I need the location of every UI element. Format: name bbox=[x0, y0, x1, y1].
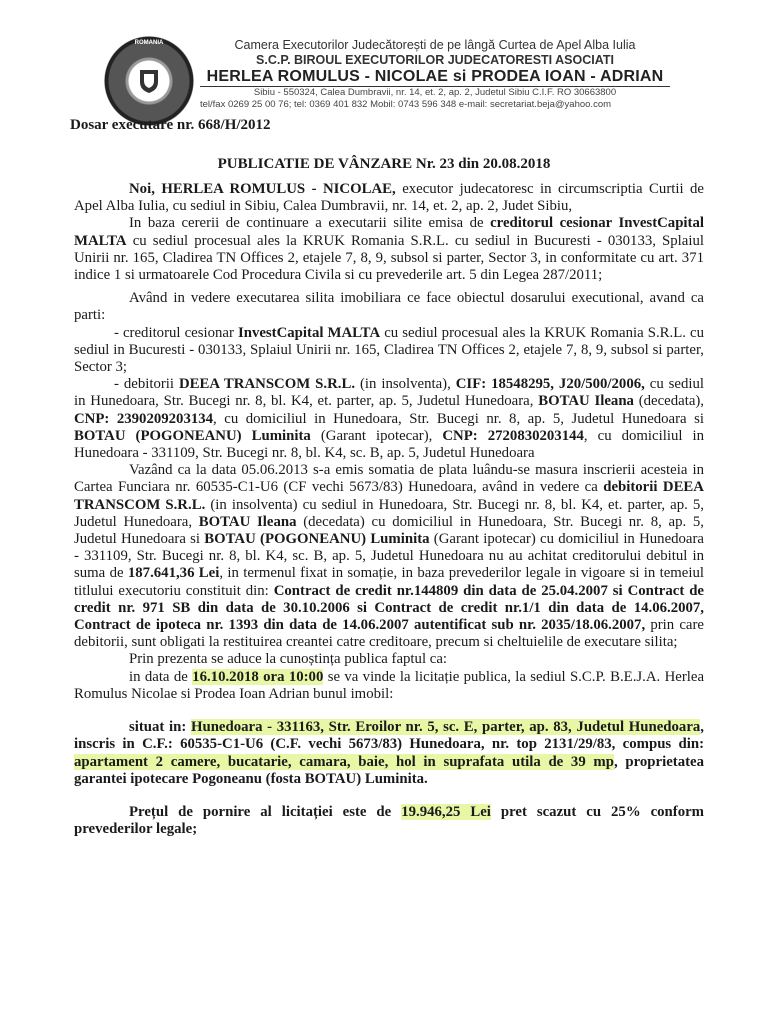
paragraph-context: Având in vedere executarea silita imobiliara ce face obiectul dosarului executional, avand ca parti: bbox=[74, 290, 704, 324]
coat-of-arms-icon bbox=[131, 63, 167, 99]
office-contacts: tel/fax 0269 25 00 76; tel: 0369 401 832 Mobil: 0743 596 348 e-mail: secretariat.beja@yahoo.com bbox=[200, 99, 612, 110]
chamber-name: Camera Executorilor Judecătorești de pe lângă Curtea de Apel Alba Iulia bbox=[234, 38, 636, 52]
official-seal bbox=[104, 36, 194, 126]
executors-names: HERLEA ROMULUS - NICOLAE si PRODEA IOAN - ADRIAN bbox=[200, 68, 670, 87]
paragraph-request: In baza cererii de continuare a executarii silite emisa de creditorul cesionar InvestCapital MALTA cu sediul procesual ales la KRUK Romania S.R.L. cu sediul in Bucuresti - 030133, Splaiul Unirii nr. 165, Cladirea TN Offices 2, etajele 7, 8, 9, subsol si parter, Sector 3, in conformitate cu art. 371 indice 1 si urmatoarele Cod Procedura Civila si cu prevederile art. 5 din Legea 287/2011; bbox=[74, 215, 704, 284]
letterhead bbox=[0, 30, 768, 110]
letterhead-text bbox=[200, 38, 670, 111]
paragraph-auction-date: in data de 16.10.2018 ora 10:00 se va vinde la licitație publica, la sediul S.C.P. B.E.J.A. Herlea Romulus Nicolae si Prodea Ioan Adrian bunul imobil: bbox=[74, 668, 705, 702]
auction-date-highlight: 16.10.2018 ora 10:00 bbox=[192, 668, 324, 685]
paragraph-starting-price: Prețul de pornire al licitației este de 19.946,25 Lei pret scazut cu 25% conform prevederilor legale; bbox=[74, 803, 705, 838]
paragraph-executor: Noi, HERLEA ROMULUS - NICOLAE, executor judecatoresc in circumscriptia Curtii de Apel Alba Iulia, cu sediul in Sibiu, Calea Dumbravii, nr. 14, et. 2, ap. 2, Judet Sibiu, bbox=[74, 181, 705, 215]
paragraph-summons: Vazând ca la data 05.06.2013 s-a emis somatia de plata luându-se masura inscrierii acesteia in Cartea Funciara nr. 60535-C1-U6 (CF vechi 5673/83) Hunedoara, având in vedere ca debitorii DEEA TRANSCOM S.R.L. (in insolventa) cu sediul in Hunedoara, Str. Bucegi nr. 8, bl. K4, et. parter, ap. 5, Judetul Hunedoara, BOTAU Ileana (decedata) cu domiciliul in Hunedoara, Str. Bucegi nr. 8, ap. 5, Judetul Hunedoara si BOTAU (POGONEANU) Luminita (Garant ipotecar) cu domiciliul in Hunedoara - 331109, Str. Bucegi nr. 8, bl. K4, sc. B, ap. 5, Judetul Hunedoara nu au achitat creditorului debitul in suma de 187.641,36 Lei, in termenul fixat in somație, in baza prevederilor legale in vigoare si in temeiul titlului executoriu constituit din: Contract de credit nr.144809 din data de 25.04.2007 si Contract de credit nr. 971 SB din data de 30.10.2006 si Contract de credit nr.1/1 din data de 14.06.2007, Contract de ipoteca nr. 1393 din data de 14.06.2007 autentificat sub nr. 2035/18.06.2007, prin care debitorii, sunt obligati la restituirea creantei catre creditoare, precum si cheltuielile de executare silita; bbox=[74, 462, 704, 651]
page-title: PUBLICATIE DE VÂNZARE Nr. 23 din 20.08.2018 bbox=[217, 156, 551, 172]
case-number: Dosar executare nr. 668/H/2012 bbox=[70, 117, 271, 133]
property-address-highlight: Hunedoara - 331163, Str. Eroilor nr. 5, sc. E, parter, ap. 83, Judetul Hunedoara bbox=[190, 719, 701, 736]
paragraph-property: situat in: Hunedoara - 331163, Str. Eroilor nr. 5, sc. E, parter, ap. 83, Judetul Hunedoara, inscris in C.F.: 60535-C1-U6 (C.F. vechi 5673/83) Hunedoara, nr. top 2131/29/83, compus din: apartament 2 camere, bucatarie, camara, baie, hol in suprafata utila de 39 mp, proprietatea garantei ipotecare Pogoneanu (fosta BOTAU) Luminita. bbox=[74, 719, 704, 787]
starting-price-highlight: 19.946,25 Lei bbox=[401, 803, 491, 820]
paragraph-creditor: - creditorul cesionar InvestCapital MALTA cu sediul procesual ales la KRUK Romania S.R.L. cu sediul in Bucuresti - 030133, Splaiul Unirii nr. 165, Cladirea TN Offices 2, etajele 7, 8, 9, subsol si parter, Sector 3; bbox=[74, 324, 704, 376]
paragraph-debtors: - debitorii DEEA TRANSCOM S.R.L. (in insolventa), CIF: 18548295, J20/500/2006, cu sediul in Hunedoara, Str. Bucegi nr. 8, bl. K4, et. parter, ap. 5, Judetul Hunedoara, BOTAU Ileana (decedata), CNP: 2390209203134, cu domiciliul in Hunedoara, Str. Bucegi nr. 8, ap. 5, Judetul Hunedoara si BOTAU (POGONEANU) Luminita (Garant ipotecar), CNP: 2720830203144, cu domiciliul in Hunedoara - 331109, Str. Bucegi nr. 8, bl. K4, sc. B, ap. 5, Judetul Hunedoara bbox=[74, 376, 705, 462]
property-description-highlight: apartament 2 camere, bucatarie, camara, baie, hol in suprafata utila de 39 mp bbox=[74, 753, 614, 770]
office-name: S.C.P. BIROUL EXECUTORILOR JUDECATORESTI ASOCIATI bbox=[256, 53, 614, 67]
paragraph-announcement: Prin prezenta se aduce la cunoștința publica faptul ca: bbox=[129, 651, 448, 668]
document-body bbox=[74, 181, 704, 838]
office-address: Sibiu - 550324, Calea Dumbravii, nr. 14, et. 2, ap. 2, Judetul Sibiu C.I.F. RO 30663800 bbox=[253, 87, 617, 98]
seal-caption: ROMANIA bbox=[134, 40, 164, 46]
